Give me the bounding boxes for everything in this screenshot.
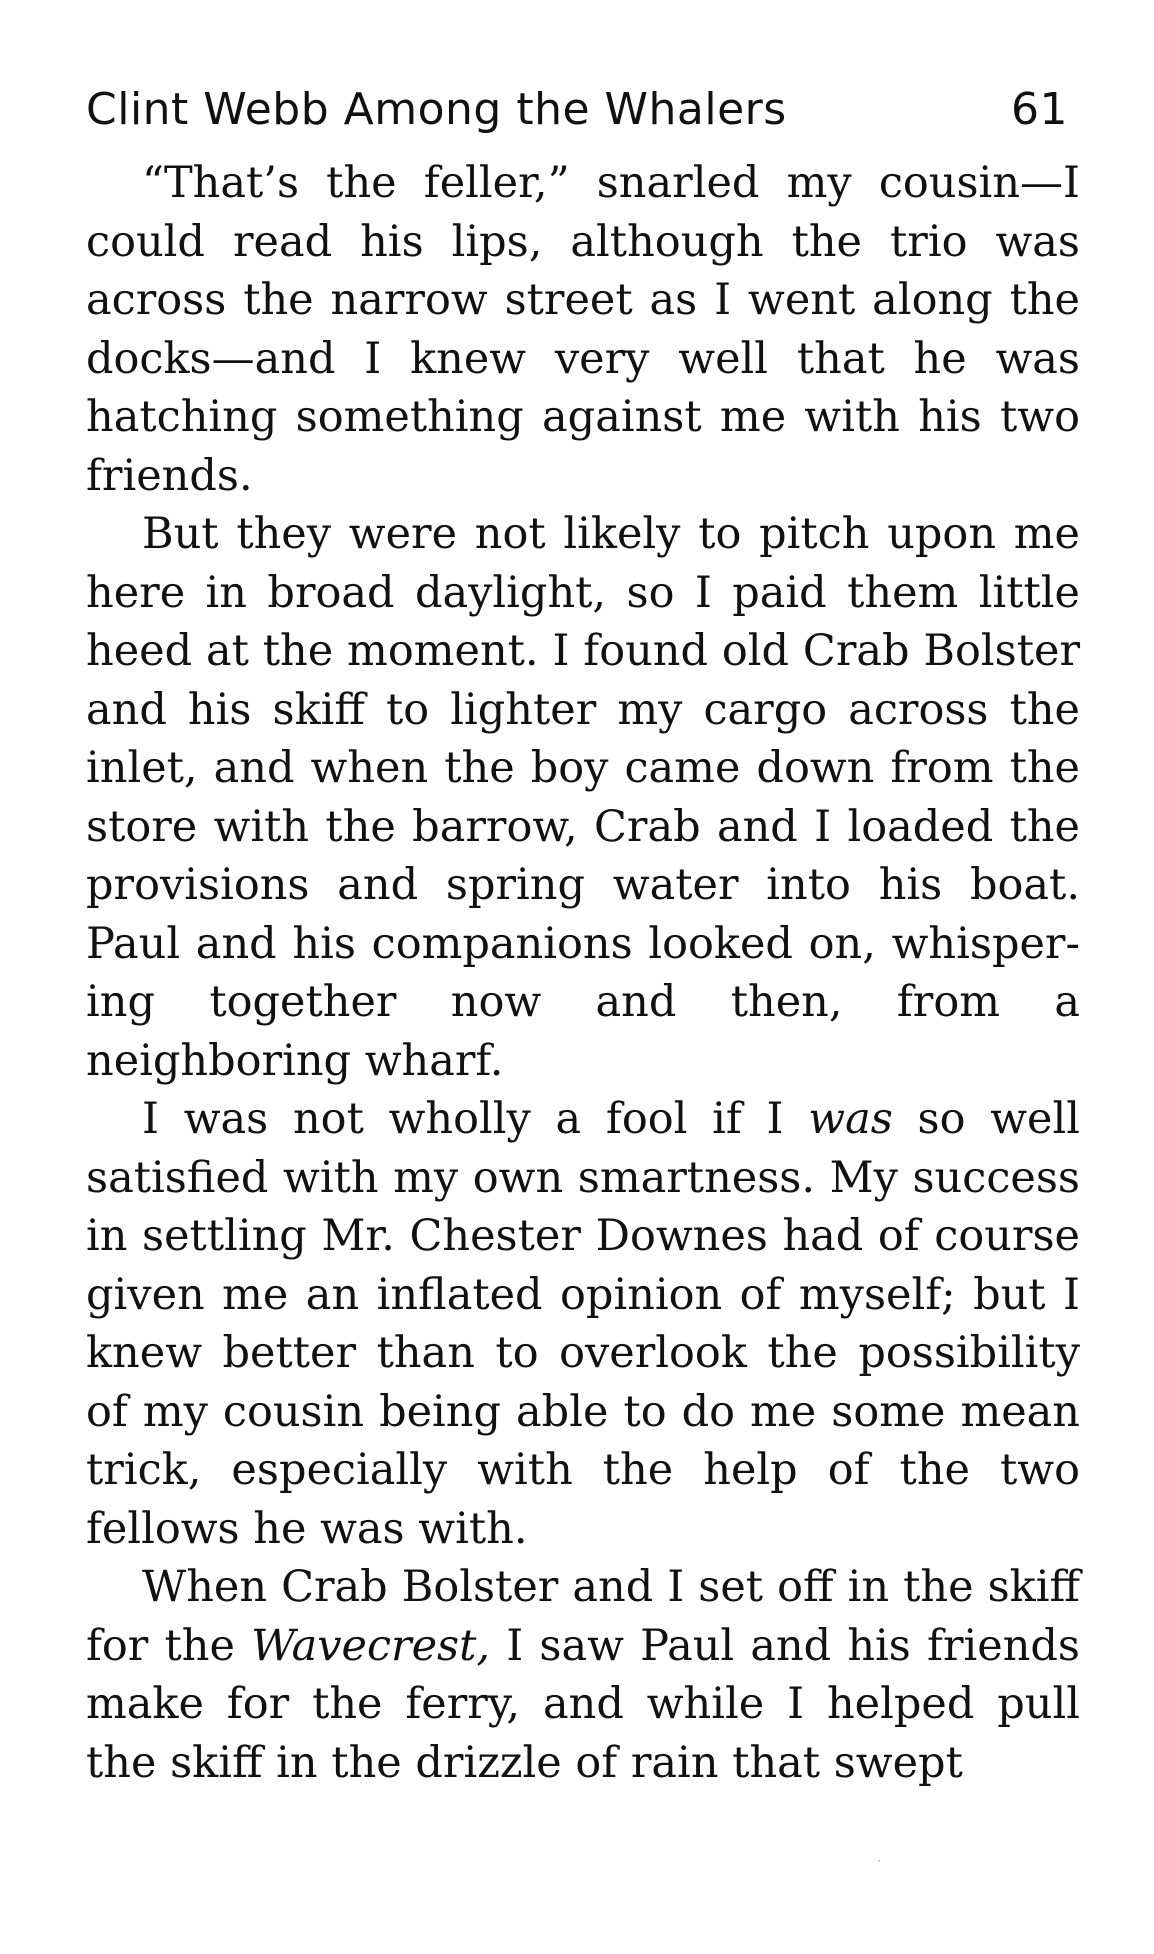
paragraph-text: so well satisfied with my own smartness. My success in settling Mr. Chester Downes had of course given me an inflated opinion of myself; but I knew better than to overlook the possibility of my cousin being able to do me some mean trick, especially with the help of the two fellows he was with. (86, 1094, 1080, 1554)
ship-name: Wavecrest, (251, 1620, 491, 1671)
book-page (86, 70, 1080, 1792)
running-title: Clint Webb Among the Whalers (86, 84, 787, 135)
paragraph-4 (86, 1558, 1080, 1792)
paragraph-3 (86, 1090, 1080, 1558)
paragraph-text: I was not wholly a fool if I (142, 1094, 809, 1144)
paragraph-text: I saw Paul and his friends make for the ferry, and while I helped pull the skiff in the drizzle of rain that swept (86, 1620, 1080, 1788)
page-number: 61 (1011, 84, 1068, 135)
paragraph-text: But they were not likely to pitch upon me here in broad daylight, so I paid them little heed at the moment. I found old Crab Bolster and his skiff to lighter my cargo across the inlet, and when the boy came down from the store with the barrow, Crab and I loaded the provisions and spring water into his boat. Paul and his companions looked on, whisper-ing together now and then, from a neighboring wharf. (86, 509, 1080, 1086)
paragraph-2 (86, 505, 1080, 1090)
emphasized-word: was (808, 1094, 893, 1144)
paragraph-text: “That’s the feller,” snarled my cousin—I could read his lips, although the trio was across the narrow street as I went along the docks—and I knew very well that he was hatching something against me with his two friends. (86, 158, 1080, 501)
paragraph-1 (86, 154, 1080, 505)
body-text (86, 154, 1080, 1792)
paragraph-text: When Crab Bolster and I set off in the skiff for the (86, 1562, 1080, 1671)
running-head (86, 70, 1080, 148)
scan-speck (878, 1860, 880, 1862)
